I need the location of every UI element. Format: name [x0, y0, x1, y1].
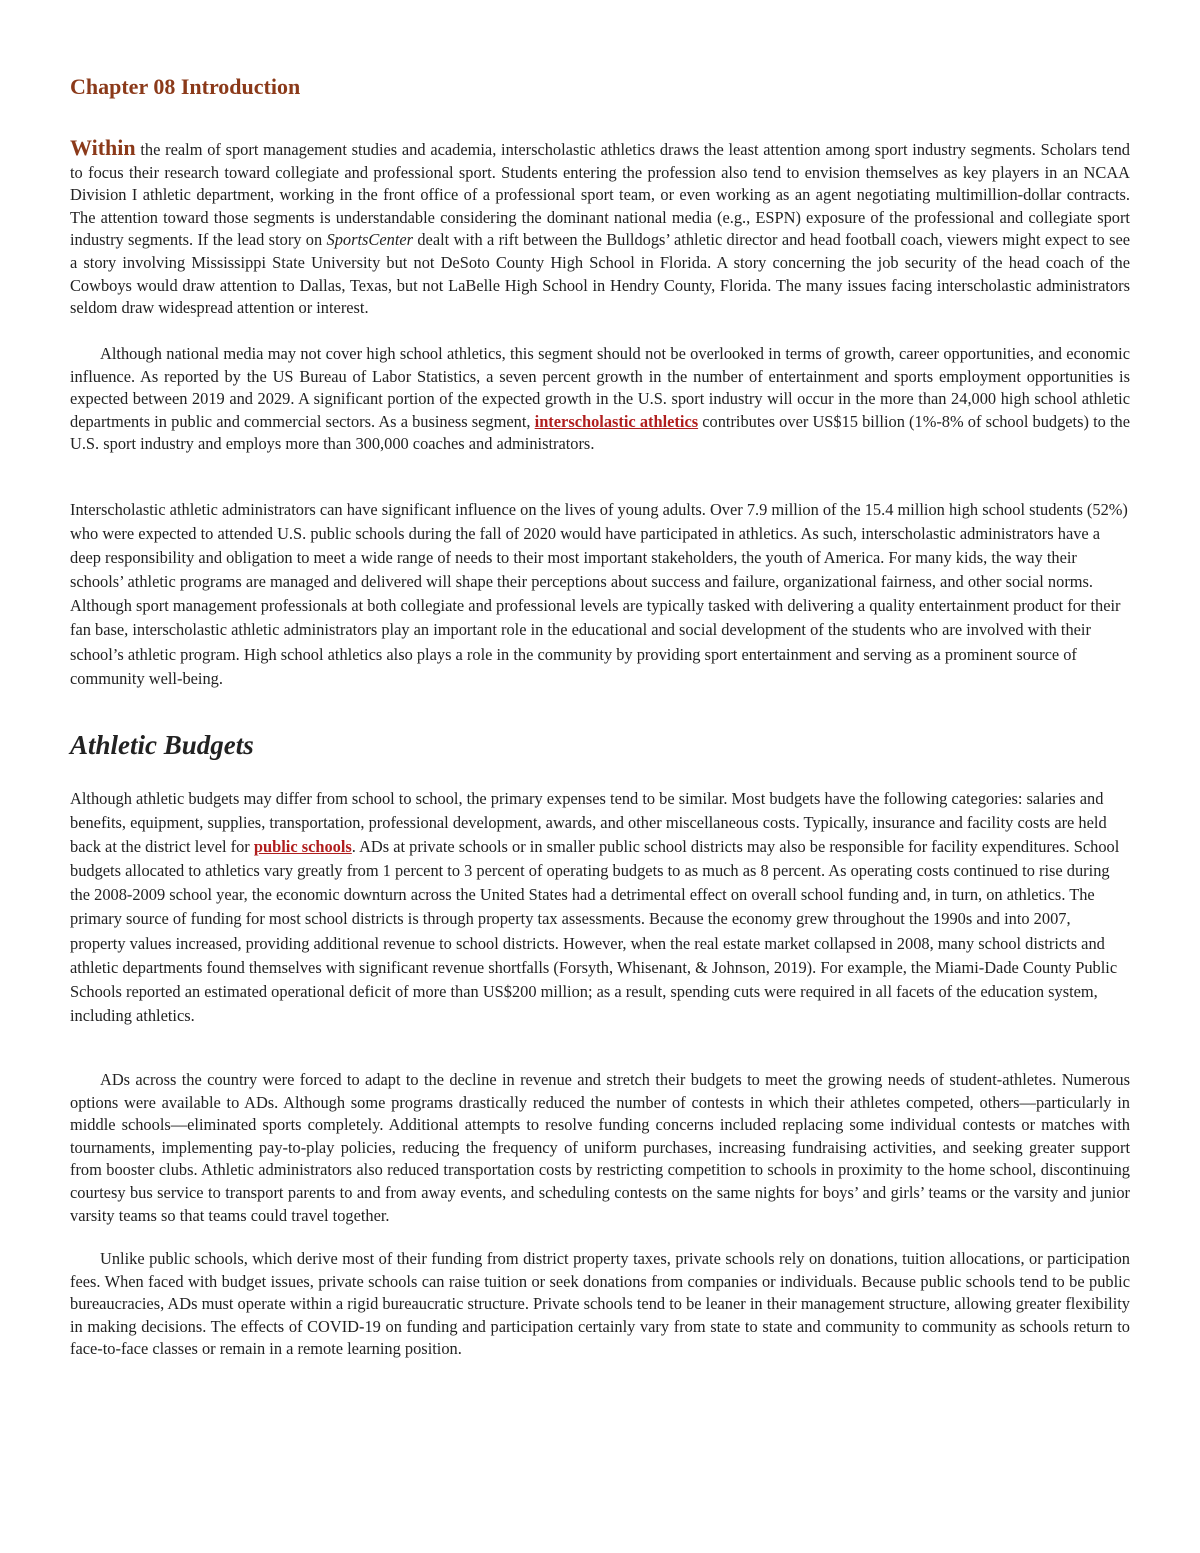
budgets-paragraph-1 — [70, 787, 1130, 1028]
lead-word: Within — [70, 135, 136, 160]
intro-p1-text-a: the realm of sport management studies and academia, interscholastic athletics draws the least attention among sport industry segments. Scholars tend to focus their research toward collegiate and professional sport. Students entering the profession also tend to envision themselves as key players in an NCAA Division I athletic department, working in the front office of a professional sport team, or even working as an agent negotiating multimillion-dollar contracts. The attention toward those segments is understandable considering the dominant national media (e.g., ESPN) exposure of the professional and collegiate sport industry segments. If the lead story on — [70, 140, 1130, 250]
intro-p2-text-a: Although national media may not cover high school athletics, this segment should not be overlooked in terms of growth, career opportunities, and economic influence. As reported by the US Bureau of Labor Statistics, a seven percent growth in the number of entertainment and sports employment opportunities is expected between 2019 and 2029. A significant portion of the expected growth in the U.S. sport industry will occur in the more than 24,000 high school athletic departments in public and commercial sectors. As a business segment, — [70, 344, 1130, 431]
budgets-paragraph-2: ADs across the country were forced to adapt to the decline in revenue and stretch their budgets to meet the growing needs of student-athletes. Numerous options were available to ADs. Although some programs drastically reduced the number of contests in which their athletes competed, others—particularly in middle schools—eliminated sports completely. Additional attempts to resolve funding concerns included replacing some individual contests or matches with tournaments, implementing pay-to-play policies, reducing the frequency of uniform purchases, increasing fundraising activities, and seeking greater support from booster clubs. Athletic administrators also reduced transportation costs by restricting competition to schools in proximity to the home school, discontinuing courtesy bus service to transport parents to and from away events, and scheduling contests on the same nights for boys’ and girls’ teams or the varsity and junior varsity teams so that teams could travel together. — [70, 1070, 1130, 1225]
intro-paragraph-1 — [70, 137, 1130, 320]
public-schools-link[interactable]: public schools — [253, 837, 352, 857]
chapter-title: Chapter 08 Introduction — [70, 74, 301, 99]
budgets-p1-text-a: Although athletic budgets may differ from school to school, the primary expenses tend to be similar. Most budgets have the following categories: salaries and benefits, equipment, supplies, transportation, professional development, awards, and other miscellaneous costs. Typically, insurance and facility costs are held back at the district level for — [70, 789, 1107, 857]
budgets-paragraph-3: Unlike public schools, which derive most of their funding from district property taxes, private schools rely on donations, tuition allocations, or participation fees. When faced with budget issues, private schools can raise tuition or seek donations from companies or individuals. Because public schools tend to be public bureaucracies, ADs must operate within a rigid bureaucratic structure. Private schools tend to be leaner in their management structure, allowing greater flexibility in making decisions. The effects of COVID-19 on funding and participation certainly vary from state to state and community to community as schools return to face-to-face classes or remain in a remote learning position. — [70, 1249, 1130, 1359]
intro-paragraph-2 — [70, 343, 1130, 456]
interscholastic-athletics-link[interactable]: interscholastic athletics — [534, 411, 699, 431]
intro-p2-text-b: contributes over US$15 billion (1%-8% of school budgets) to the U.S. sport industry and employs more than 300,000 coaches and administrators. — [70, 411, 1130, 454]
intro-p1-text-b: dealt with a rift between the Bulldogs’ athletic director and head football coach, viewers might expect to see a story involving Mississippi State University but not DeSoto County High School in Florida. A story concerning the job security of the head coach of the Cowboys would draw attention to Dallas, Texas, but not LaBelle High School in Hendry County, Florida. The many issues facing interscholastic administrators seldom draw widespread attention or interest. — [70, 230, 1131, 318]
section-heading-athletic-budgets: Athletic Budgets — [70, 730, 254, 760]
intro-paragraph-3: Interscholastic athletic administrators can have significant influence on the lives of young adults. Over 7.9 million of the 15.4 million high school students (52%) who were expected to attended U.S. public schools during the fall of 2020 would have participated in athletics. As such, interscholastic administrators have a deep responsibility and obligation to meet a wide range of needs to their most important stakeholders, the youth of America. For many kids, the way their schools’ athletic programs are managed and delivered will shape their perceptions about success and failure, organizational fairness, and other social norms. Although sport management professionals at both collegiate and professional levels are typically tasked with delivering a quality entertainment product for their fan base, interscholastic athletic administrators play an important role in the educational and social development of the students who are involved with their school’s athletic program. High school athletics also plays a role in the community by providing sport entertainment and serving as a prominent source of community well-being. — [70, 500, 1128, 688]
budgets-p1-text-b: . ADs at private schools or in smaller public school districts may also be responsible for facility expenditures. School budgets allocated to athletics vary greatly from 1 percent to 3 percent of operating budgets to as much as 8 percent. As operating costs continued to rise during the 2008-2009 school year, the economic downturn across the United States had a detrimental effect on overall school funding and, in turn, on athletics. The primary source of funding for most school districts is through property tax assessments. Because the economy grew throughout the 1990s and into 2007, property values increased, providing additional revenue to school districts. However, when the real estate market collapsed in 2008, many school districts and athletic departments found themselves with significant revenue shortfalls (Forsyth, Whisenant, & Johnson, 2019). For example, the Miami-Dade County Public Schools reported an estimated operational deficit of more than US$200 million; as a result, spending cuts were required in all facets of the education system, including athletics. — [70, 837, 1120, 1025]
sportscenter-title: SportsCenter — [326, 230, 414, 250]
